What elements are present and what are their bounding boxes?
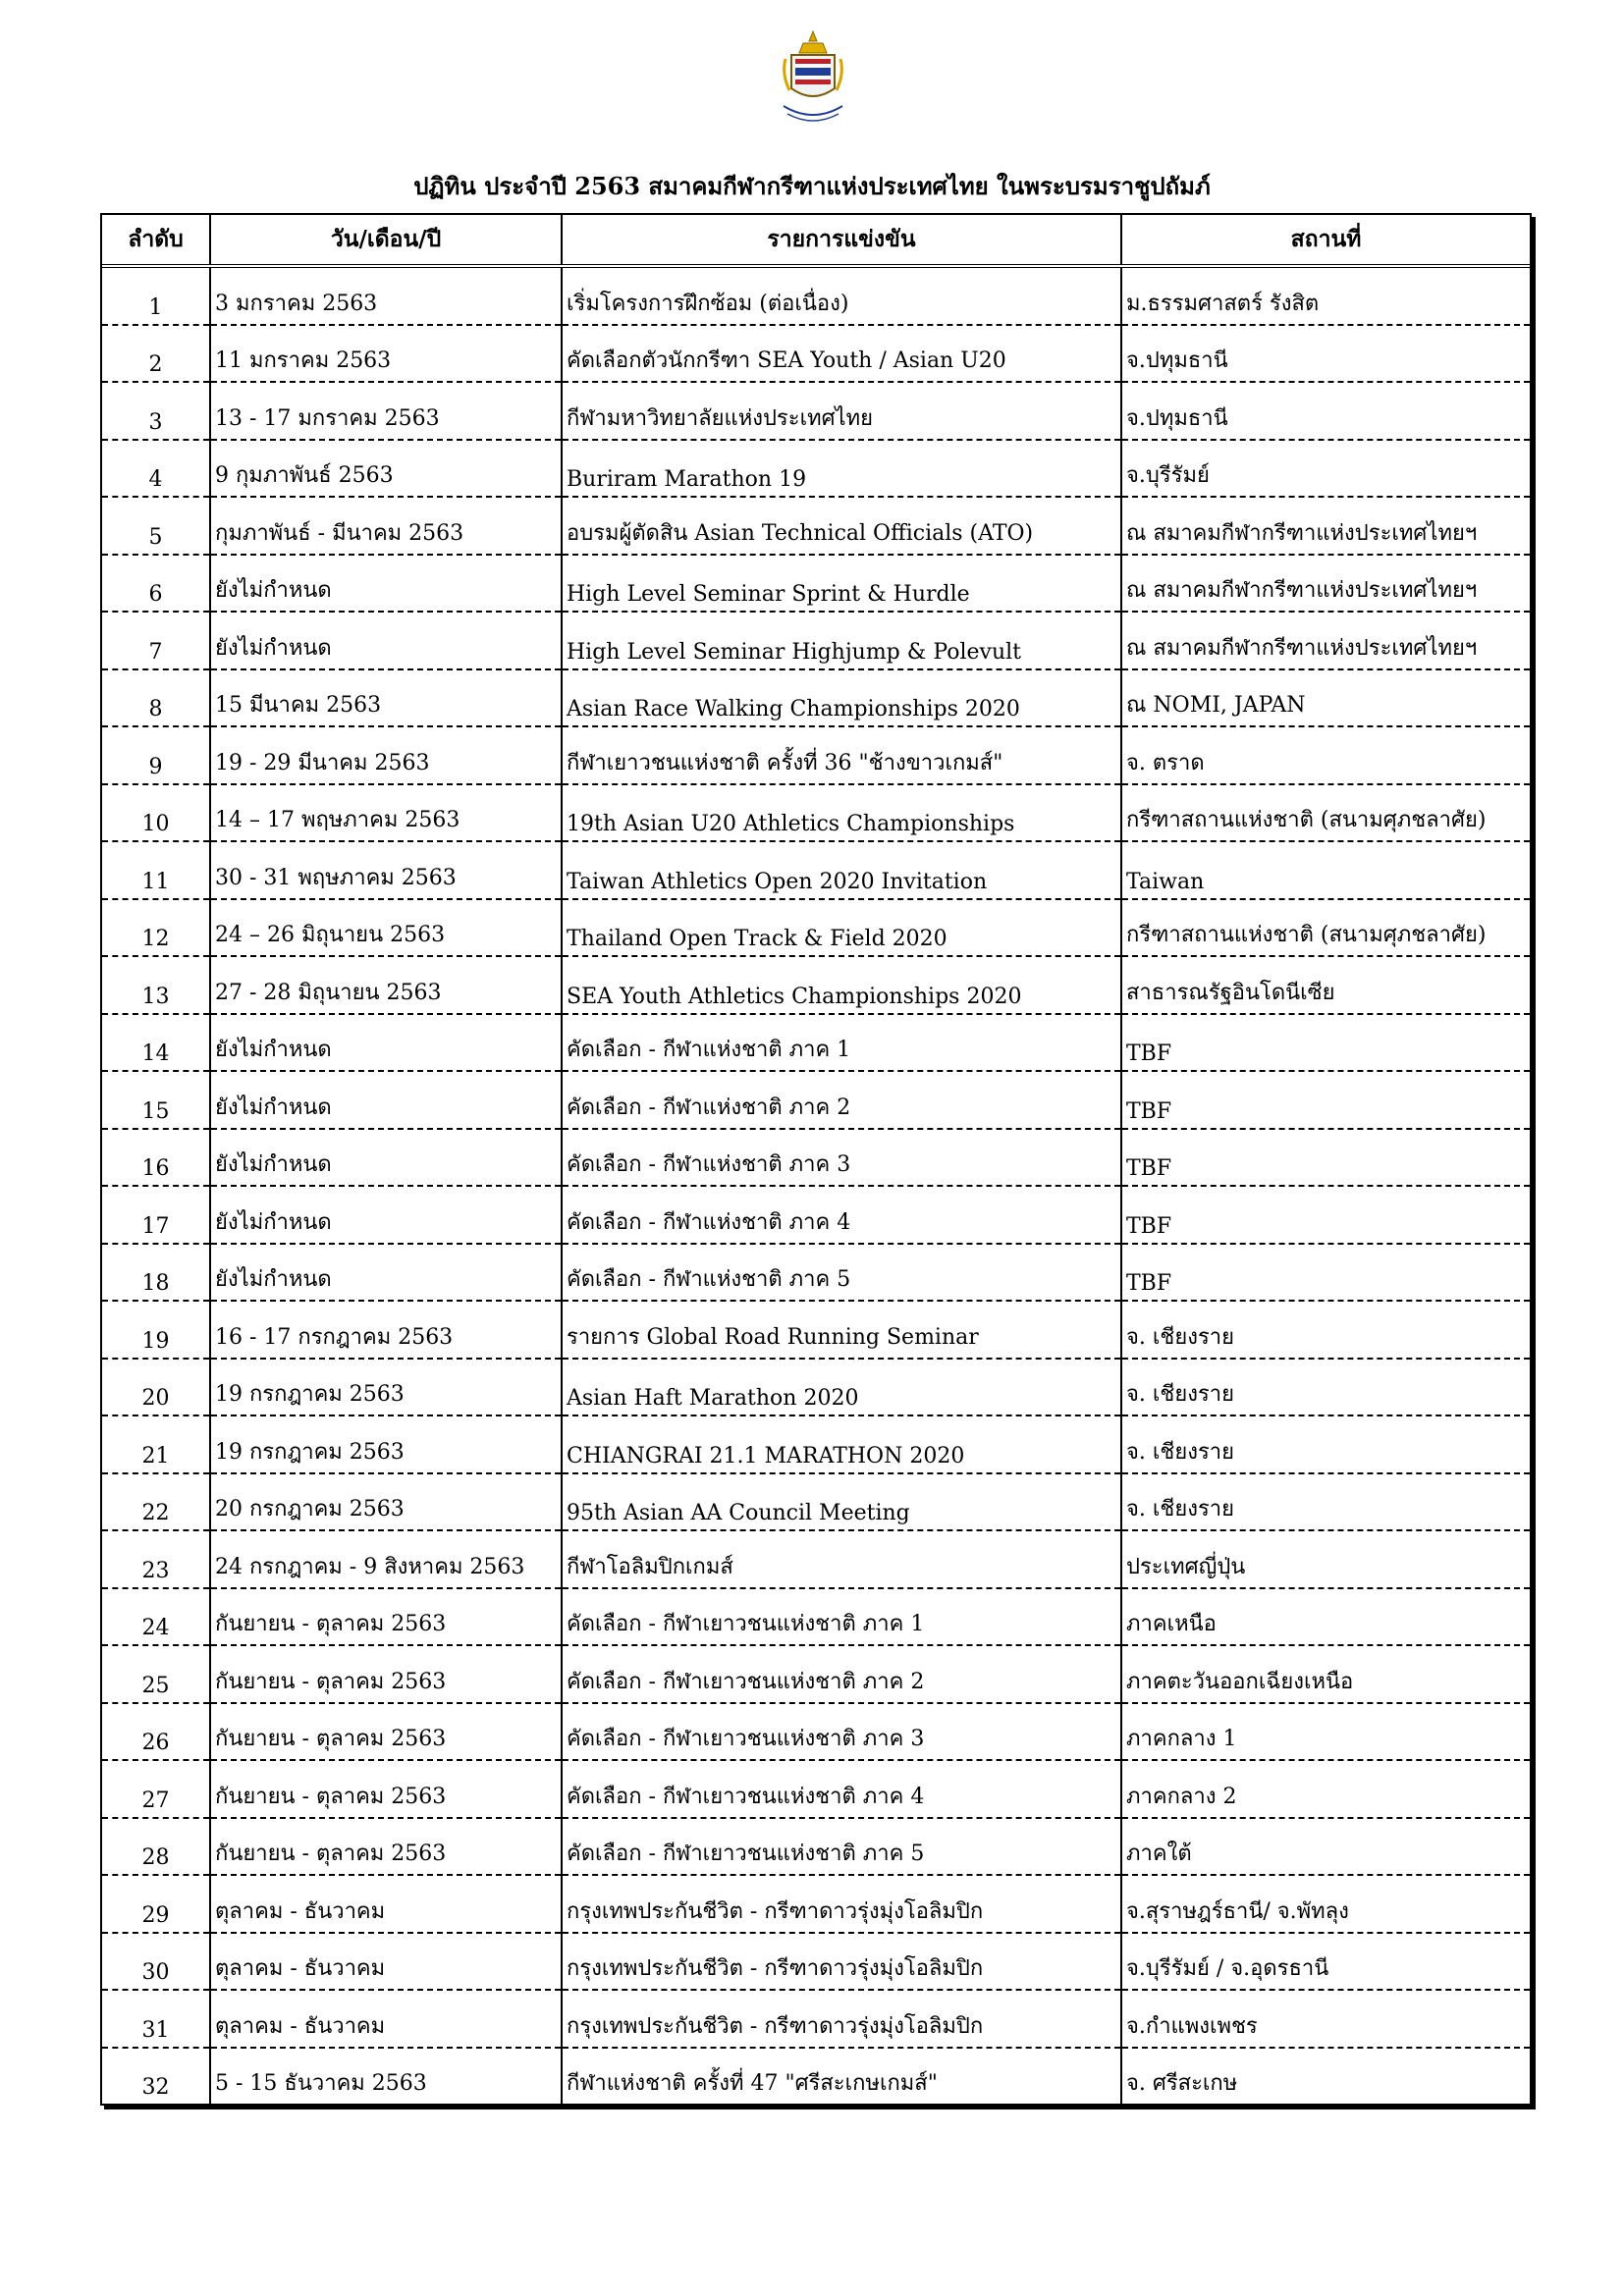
table-row (102, 1530, 1530, 1588)
event-cell: Thailand Open Track & Field 2020 (562, 899, 1121, 957)
row-number-cell: 7 (102, 612, 210, 669)
table-row (102, 1415, 1530, 1473)
row-number-cell: 4 (102, 440, 210, 498)
event-cell: High Level Seminar Highjump & Polevult (562, 612, 1121, 669)
event-cell: เริ่มโครงการฝึกซ้อม (ต่อเนื่อง) (562, 266, 1121, 325)
venue-cell: จ.บุรีรัมย์ / จ.อุดรธานี (1121, 1933, 1530, 1991)
table-row (102, 1760, 1530, 1818)
table-row (102, 497, 1530, 555)
event-cell: 95th Asian AA Council Meeting (562, 1473, 1121, 1531)
venue-cell: ม.ธรรมศาสตร์ รังสิต (1121, 266, 1530, 325)
event-cell: 19th Asian U20 Athletics Championships (562, 784, 1121, 842)
event-cell: คัดเลือก - กีฬาแห่งชาติ ภาค 4 (562, 1186, 1121, 1244)
table-row (102, 1244, 1530, 1302)
date-cell: 3 มกราคม 2563 (210, 266, 562, 325)
venue-cell: จ.ปทุมธานี (1121, 325, 1530, 383)
date-cell: กันยายน - ตุลาคม 2563 (210, 1645, 562, 1703)
row-number-cell: 1 (102, 266, 210, 325)
venue-cell: จ. ศรีสะเกษ (1126, 2071, 1238, 2096)
event-cell: กรุงเทพประกันชีวิต - กรีฑาดาวรุ่งมุ่งโอลิมปิก (562, 1875, 1121, 1933)
row-number-cell: 2 (102, 325, 210, 383)
row-number-cell: 6 (102, 555, 210, 613)
table-row (102, 1071, 1530, 1129)
date-cell: 19 กรกฎาคม 2563 (210, 1415, 562, 1473)
row-number-cell: 18 (102, 1244, 210, 1302)
event-cell: คัดเลือก - กีฬาเยาวชนแห่งชาติ ภาค 3 (562, 1703, 1121, 1761)
table-row (102, 2048, 1530, 2105)
table-row (102, 1933, 1530, 1991)
date-cell: กันยายน - ตุลาคม 2563 (210, 1588, 562, 1646)
row-number-cell: 29 (102, 1875, 210, 1933)
date-cell: 13 - 17 มกราคม 2563 (210, 382, 562, 440)
venue-cell: จ. ตราด (1121, 726, 1530, 784)
row-number-cell: 14 (102, 1014, 210, 1072)
row-number-cell: 24 (102, 1588, 210, 1646)
venue-cell: ณ สมาคมกีฬากรีฑาแห่งประเทศไทยฯ (1121, 555, 1530, 613)
event-cell: Buriram Marathon 19 (562, 440, 1121, 498)
row-number-cell: 16 (102, 1129, 210, 1187)
event-cell: กีฬาโอลิมปิกเกมส์ (562, 1530, 1121, 1588)
date-cell: 19 - 29 มีนาคม 2563 (210, 726, 562, 784)
table-row (102, 1645, 1530, 1703)
venue-cell: จ. เชียงราย (1121, 1415, 1530, 1473)
table-row (102, 784, 1530, 842)
event-cell: CHIANGRAI 21.1 MARATHON 2020 (562, 1415, 1121, 1473)
column-header-event: รายการแข่งขัน (562, 215, 1121, 266)
row-number-cell: 3 (102, 382, 210, 440)
date-cell: ยังไม่กำหนด (210, 1129, 562, 1187)
table-row (102, 1301, 1530, 1359)
date-cell: 11 มกราคม 2563 (210, 325, 562, 383)
venue-cell: ณ สมาคมกีฬากรีฑาแห่งประเทศไทยฯ (1121, 612, 1530, 669)
table-row (102, 382, 1530, 440)
event-cell: คัดเลือก - กีฬาเยาวชนแห่งชาติ ภาค 2 (562, 1645, 1121, 1703)
date-cell: ยังไม่กำหนด (210, 1071, 562, 1129)
row-number-cell: 8 (102, 669, 210, 727)
table-row (102, 956, 1530, 1014)
date-cell: 15 มีนาคม 2563 (210, 669, 562, 727)
row-number-cell: 26 (102, 1703, 210, 1761)
table-row (102, 612, 1530, 669)
table-row (102, 841, 1530, 899)
column-header-date: วัน/เดือน/ปี (210, 215, 562, 266)
table-row (102, 325, 1530, 383)
date-cell: ยังไม่กำหนด (210, 555, 562, 613)
row-number-cell: 32 (102, 2048, 210, 2105)
date-cell: ตุลาคม - ธันวาคม (210, 1933, 562, 1991)
row-number-cell: 9 (102, 726, 210, 784)
column-header-venue: สถานที่ (1121, 215, 1530, 266)
table-row (102, 1129, 1530, 1187)
date-cell: 16 - 17 กรกฎาคม 2563 (210, 1301, 562, 1359)
venue-cell: ภาคกลาง 2 (1121, 1760, 1530, 1818)
venue-cell: ภาคตะวันออกเฉียงเหนือ (1121, 1645, 1530, 1703)
date-cell: 19 กรกฎาคม 2563 (210, 1359, 562, 1416)
event-cell: คัดเลือก - กีฬาเยาวชนแห่งชาติ ภาค 1 (562, 1588, 1121, 1646)
event-cell: Taiwan Athletics Open 2020 Invitation (562, 841, 1121, 899)
table-row (102, 669, 1530, 727)
date-cell: ยังไม่กำหนด (210, 612, 562, 669)
event-cell: อบรมผู้ตัดสิน Asian Technical Officials (ATO) (562, 497, 1121, 555)
table-row (102, 899, 1530, 957)
table-row (102, 1875, 1530, 1933)
row-number-cell: 11 (102, 841, 210, 899)
table-row (102, 726, 1530, 784)
date-cell: 27 - 28 มิถุนายน 2563 (210, 956, 562, 1014)
association-emblem-icon (774, 29, 852, 128)
table-row (102, 1703, 1530, 1761)
event-cell: Asian Haft Marathon 2020 (562, 1359, 1121, 1416)
row-number-cell: 31 (102, 1990, 210, 2048)
date-cell: 24 กรกฎาคม - 9 สิงหาคม 2563 (210, 1530, 562, 1588)
date-cell: กุมภาพันธ์ - มีนาคม 2563 (210, 497, 562, 555)
event-cell: คัดเลือก - กีฬาแห่งชาติ ภาค 2 (562, 1071, 1121, 1129)
venue-cell: ภาคใต้ (1121, 1818, 1530, 1876)
table-row (102, 1014, 1530, 1072)
event-cell: กีฬาแห่งชาติ ครั้งที่ 47 "ศรีสะเกษเกมส์" (562, 2048, 1121, 2105)
row-number-cell: 10 (102, 784, 210, 842)
row-number-cell: 13 (102, 956, 210, 1014)
table-row (102, 1473, 1530, 1531)
event-cell: SEA Youth Athletics Championships 2020 (562, 956, 1121, 1014)
venue-cell: ประเทศญี่ปุ่น (1121, 1530, 1530, 1588)
event-cell: คัดเลือก - กีฬาเยาวชนแห่งชาติ ภาค 5 (562, 1818, 1121, 1876)
date-cell: 5 - 15 ธันวาคม 2563 (210, 2048, 562, 2105)
venue-cell: จ.กำแพงเพชร (1121, 1990, 1530, 2048)
date-cell: 24 – 26 มิถุนายน 2563 (210, 899, 562, 957)
event-cell: กีฬาเยาวชนแห่งชาติ ครั้งที่ 36 "ช้างขาวเกมส์" (562, 726, 1121, 784)
date-cell: 14 – 17 พฤษภาคม 2563 (210, 784, 562, 842)
venue-cell: ณ สมาคมกีฬากรีฑาแห่งประเทศไทยฯ (1121, 497, 1530, 555)
table-row (102, 555, 1530, 613)
table-row (102, 1818, 1530, 1876)
table-row (102, 1990, 1530, 2048)
venue-cell: จ. เชียงราย (1121, 1301, 1530, 1359)
row-number-cell: 12 (102, 899, 210, 957)
row-number-cell: 21 (102, 1415, 210, 1473)
venue-cell: Taiwan (1121, 841, 1530, 899)
table-row (102, 1186, 1530, 1244)
row-number-cell: 25 (102, 1645, 210, 1703)
row-number-cell: 30 (102, 1933, 210, 1991)
venue-cell: ภาคกลาง 1 (1121, 1703, 1530, 1761)
venue-cell: จ.สุราษฎร์ธานี/ จ.พัทลุง (1121, 1875, 1530, 1933)
venue-cell: ณ NOMI, JAPAN (1121, 669, 1530, 727)
column-header-no: ลำดับ (102, 215, 210, 266)
date-cell: กันยายน - ตุลาคม 2563 (210, 1760, 562, 1818)
event-cell: คัดเลือกตัวนักกรีฑา SEA Youth / Asian U20 (562, 325, 1121, 383)
venue-cell: กรีฑาสถานแห่งชาติ (สนามศุภชลาศัย) (1121, 784, 1530, 842)
venue-cell: จ. เชียงราย (1121, 1359, 1530, 1416)
date-cell: ตุลาคม - ธันวาคม (210, 1875, 562, 1933)
date-cell: ยังไม่กำหนด (210, 1186, 562, 1244)
venue-cell: TBF (1121, 1014, 1530, 1072)
venue-cell: TBF (1121, 1071, 1530, 1129)
date-cell: 9 กุมภาพันธ์ 2563 (210, 440, 562, 498)
table-header-row (102, 215, 1530, 266)
date-cell: 30 - 31 พฤษภาคม 2563 (210, 841, 562, 899)
venue-cell: จ.บุรีรัมย์ (1121, 440, 1530, 498)
row-number-cell: 17 (102, 1186, 210, 1244)
event-cell: คัดเลือก - กีฬาแห่งชาติ ภาค 5 (562, 1244, 1121, 1302)
row-number-cell: 22 (102, 1473, 210, 1531)
event-cell: กีฬามหาวิทยาลัยแห่งประเทศไทย (562, 382, 1121, 440)
venue-cell: จ.ปทุมธานี (1121, 382, 1530, 440)
page-title: ปฏิทิน ประจำปี 2563 สมาคมกีฬากรีฑาแห่งประเทศไทย ในพระบรมราชูปถัมภ์ (413, 172, 1211, 200)
venue-cell: TBF (1121, 1244, 1530, 1302)
event-cell: รายการ Global Road Running Seminar (562, 1301, 1121, 1359)
table-row (102, 1588, 1530, 1646)
table-row (102, 1359, 1530, 1416)
row-number-cell: 19 (102, 1301, 210, 1359)
date-cell: 20 กรกฎาคม 2563 (210, 1473, 562, 1531)
venue-cell: TBF (1121, 1186, 1530, 1244)
date-cell: กันยายน - ตุลาคม 2563 (210, 1703, 562, 1761)
table-body (102, 266, 1530, 2104)
row-number-cell: 23 (102, 1530, 210, 1588)
row-number-cell: 27 (102, 1760, 210, 1818)
venue-cell: TBF (1121, 1129, 1530, 1187)
date-cell: ยังไม่กำหนด (210, 1014, 562, 1072)
venue-cell: กรีฑาสถานแห่งชาติ (สนามศุภชลาศัย) (1121, 899, 1530, 957)
event-cell: คัดเลือก - กีฬาเยาวชนแห่งชาติ ภาค 4 (562, 1760, 1121, 1818)
date-cell: ตุลาคม - ธันวาคม (210, 1990, 562, 2048)
venue-cell: ภาคเหนือ (1121, 1588, 1530, 1646)
event-cell: Asian Race Walking Championships 2020 (562, 669, 1121, 727)
row-number-cell: 20 (102, 1359, 210, 1416)
venue-cell: สาธารณรัฐอินโดนีเซีย (1121, 956, 1530, 1014)
table-row (102, 266, 1530, 325)
row-number-cell: 15 (102, 1071, 210, 1129)
row-number-cell: 28 (102, 1818, 210, 1876)
date-cell: ยังไม่กำหนด (210, 1244, 562, 1302)
date-cell: กันยายน - ตุลาคม 2563 (210, 1818, 562, 1876)
event-cell: คัดเลือก - กีฬาแห่งชาติ ภาค 1 (562, 1014, 1121, 1072)
event-cell: คัดเลือก - กีฬาแห่งชาติ ภาค 3 (562, 1129, 1121, 1187)
row-number-cell: 5 (102, 497, 210, 555)
calendar-table (100, 213, 1532, 2106)
event-cell: กรุงเทพประกันชีวิต - กรีฑาดาวรุ่งมุ่งโอลิมปิก (562, 1990, 1121, 2048)
table-row (102, 440, 1530, 498)
venue-cell: จ. เชียงราย (1121, 1473, 1530, 1531)
event-cell: High Level Seminar Sprint & Hurdle (562, 555, 1121, 613)
event-cell: กรุงเทพประกันชีวิต - กรีฑาดาวรุ่งมุ่งโอลิมปิก (562, 1933, 1121, 1991)
